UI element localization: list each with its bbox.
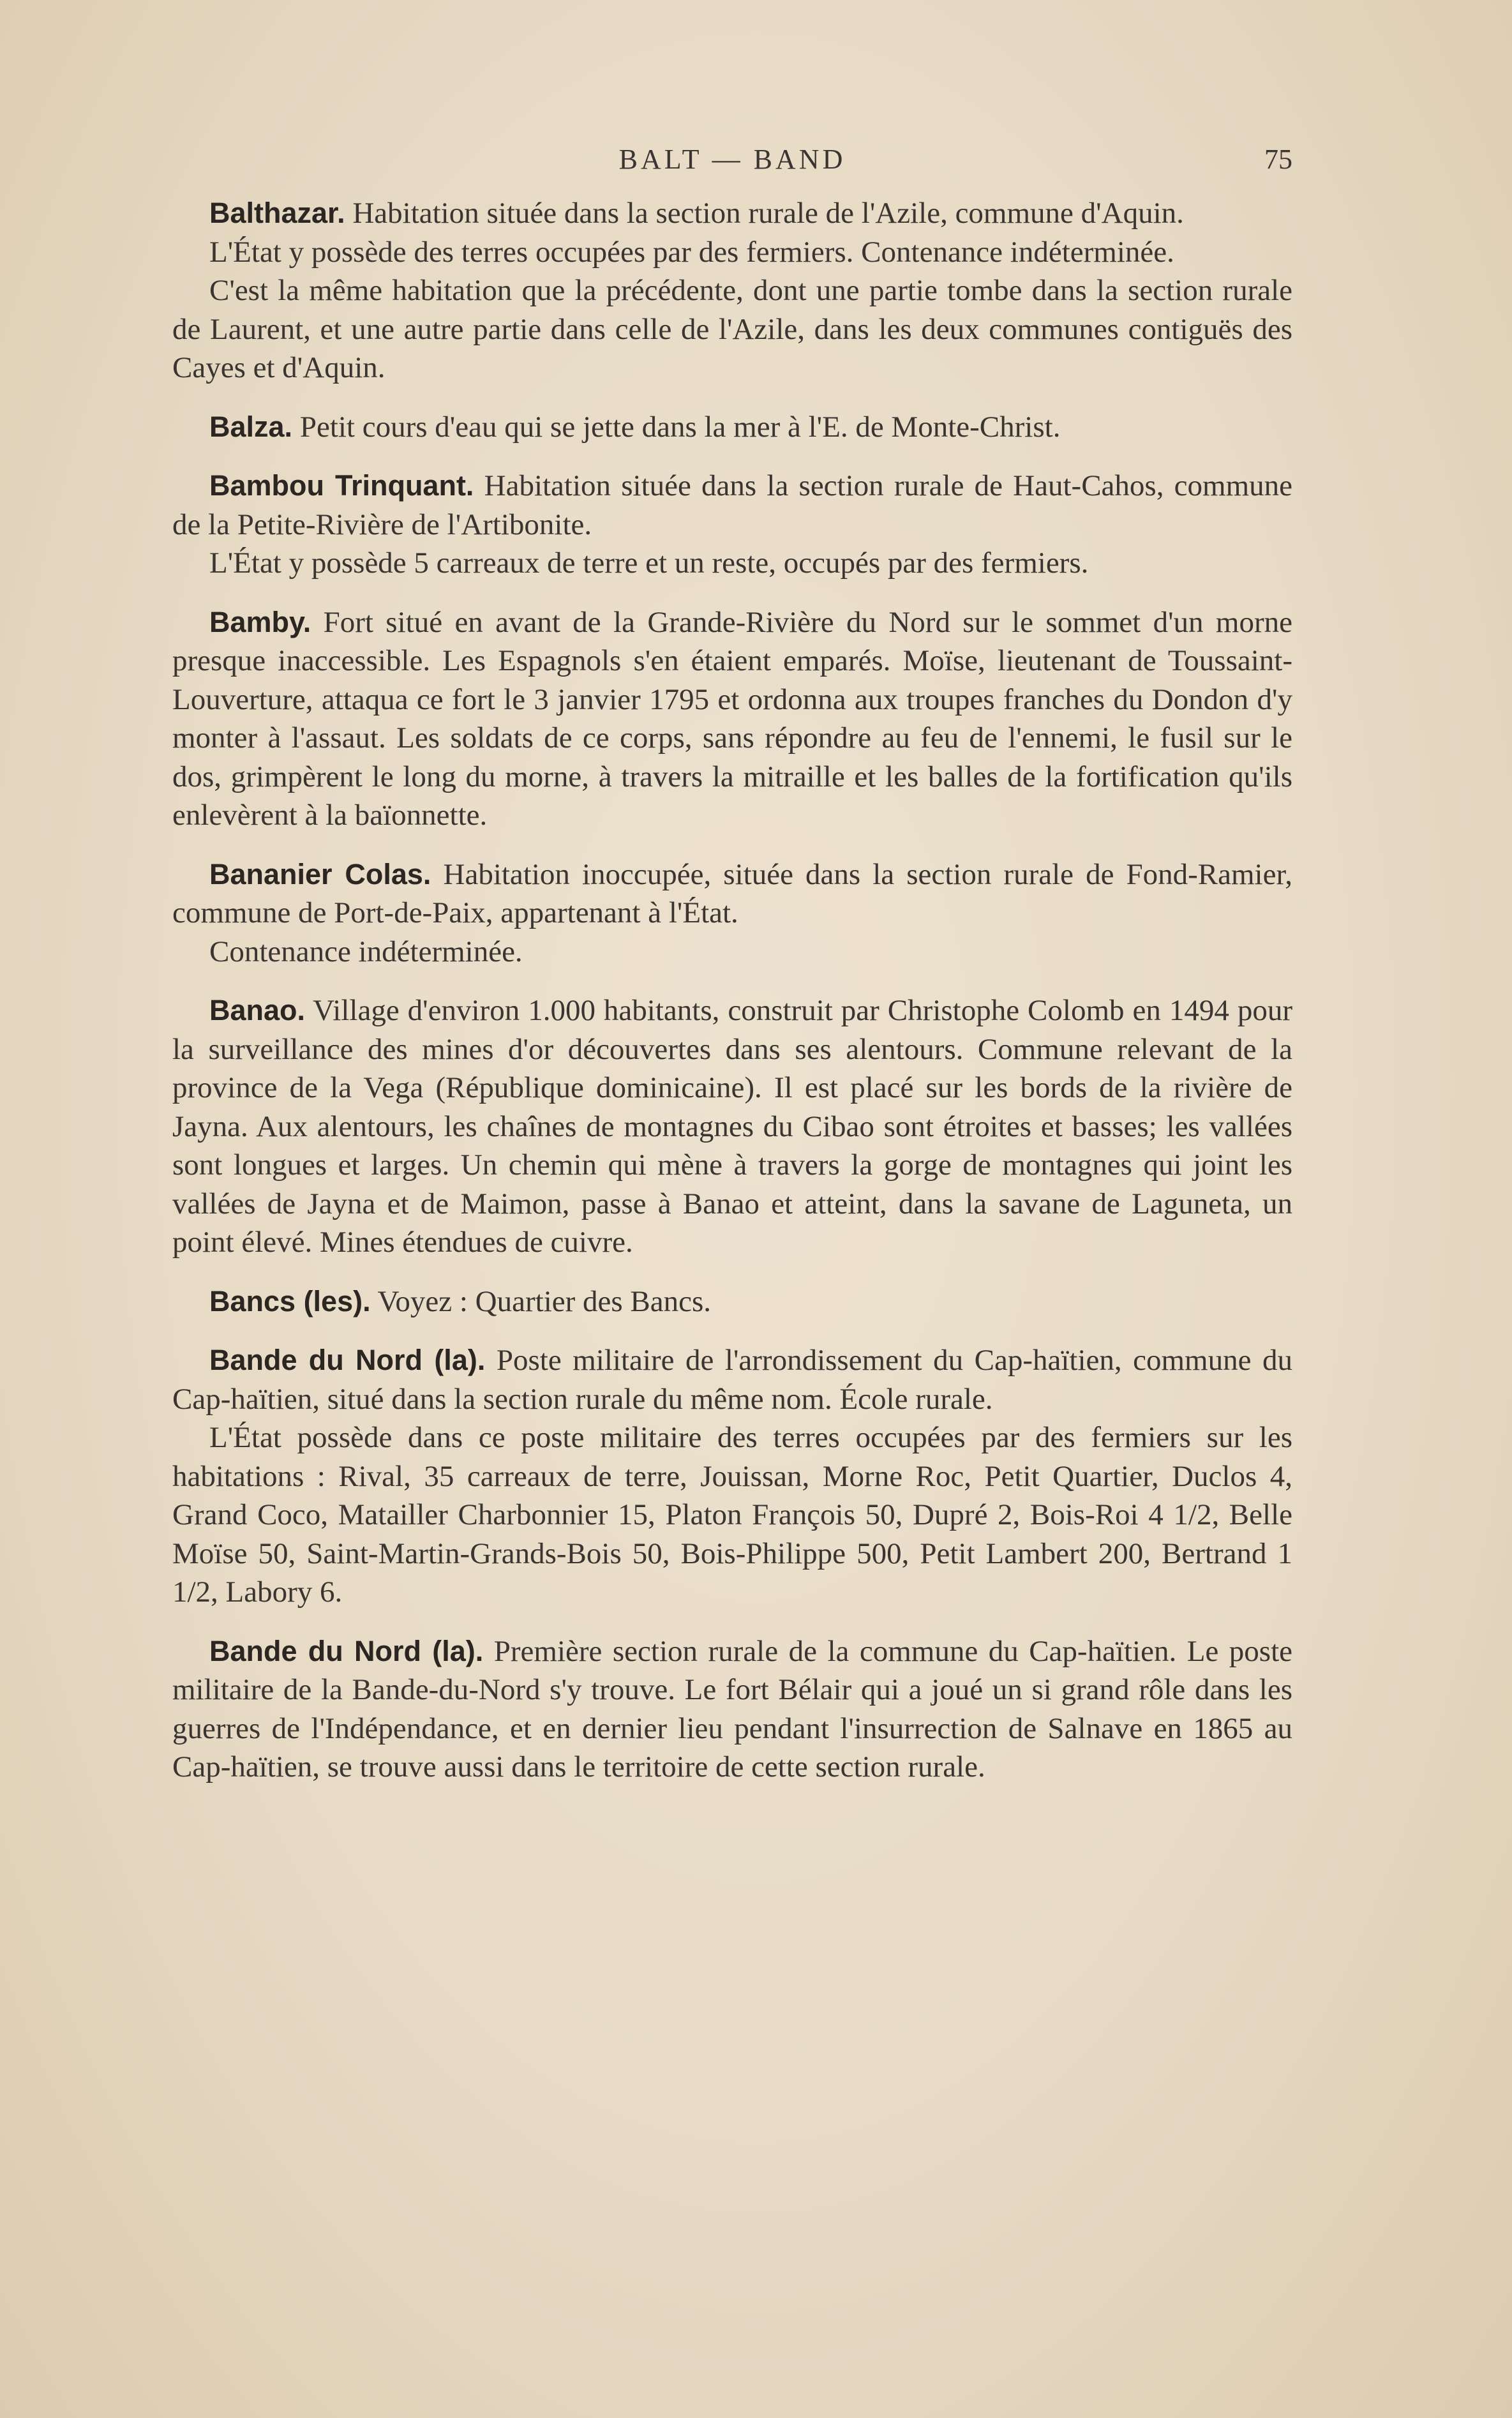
entry-paragraph: L'État possède dans ce poste militaire des terres occupées par des fermiers sur les habitations : Rival, 35 carreaux de terre, Jouissan, Morne Roc, Petit Quartier, Duclos 4, Grand Coco, Matailler Charbonnier 15, Platon François 50, Dupré 2, Bois-Roi 4 1/2, Belle Moïse 50, Saint-Martin-Grands-Bois 50, Bois-Philippe 500, Petit Lambert 200, Bertrand 1 1/2, Labory 6. xyxy=(172,1421,1292,1609)
entry-bambou-trinquant xyxy=(172,467,1292,583)
entry-banao xyxy=(172,991,1292,1262)
entry-bananier-colas xyxy=(172,855,1292,972)
entry-paragraph xyxy=(172,855,1292,933)
entry-headword: Bamby. xyxy=(209,605,311,638)
entry-paragraph xyxy=(172,1341,1292,1418)
entry-paragraph xyxy=(172,1282,1292,1321)
entry-balza xyxy=(172,408,1292,447)
entry-headword: Bande du Nord (la). xyxy=(209,1634,484,1667)
page-number: 75 xyxy=(1264,144,1292,175)
entry-bancs xyxy=(172,1282,1292,1321)
entry-paragraph xyxy=(172,603,1292,835)
entry-headword: Bancs (les). xyxy=(209,1284,371,1318)
entry-headword: Bambou Trinquant. xyxy=(209,469,474,502)
entry-paragraph: Contenance indéterminée. xyxy=(209,935,523,968)
entry-text: Habitation inoccupée, située dans la section rurale de Fond-Ramier, commune de Port-de-Paix, appartenant à l'État. xyxy=(172,857,1292,929)
entry-text: Poste militaire de l'arrondissement du Cap-haïtien, commune du Cap-haïtien, situé dans la section rurale du même nom. École rurale. xyxy=(172,1344,1293,1416)
entry-paragraph xyxy=(172,194,1292,233)
text-column xyxy=(172,140,1292,1807)
entry-headword: Bande du Nord (la). xyxy=(209,1344,486,1376)
entry-paragraph xyxy=(172,467,1292,544)
entry-headword: Banao. xyxy=(209,994,306,1026)
entry-paragraph xyxy=(172,991,1292,1262)
entry-text: Village d'environ 1.000 habitants, construit par Christophe Colomb en 1494 pour la surveillance des mines d'or découvertes dans ses alentours. Commune relevant de la province de la Vega (République dominicaine). Il est placé sur les bords de la rivière de Jayna. Aux alentours, les chaînes de montagnes du Cibao sont étroites et basses; les vallées sont longues et larges. Un chemin qui mène à travers la gorge de montagnes qui joint les vallées de Jayna et de Maimon, passe à Banao et atteint, dans la savane de Laguneta, un point élevé. Mines étendues de cuivre. xyxy=(172,994,1292,1259)
entry-text: Voyez : Quartier des Bancs. xyxy=(377,1284,712,1318)
running-head-title: BALT — BAND xyxy=(618,144,846,175)
entry-bamby xyxy=(172,603,1292,835)
entry-text: Fort situé en avant de la Grande-Rivière du Nord sur le sommet d'un morne presque inaccessible. Les Espagnols s'en étaient emparés. Moïse, lieutenant de Toussaint-Louverture, attaqua ce fort le 3 janvier 1795 et ordonna aux troupes franches du Dondon d'y monter à l'assaut. Les soldats de ce corps, sans répondre au feu de l'ennemi, le fusil sur le dos, grimpèrent le long du morne, à travers la mitraille et les balles de la fortification qu'ils enlevèrent à la baïonnette. xyxy=(172,605,1292,832)
entry-text: Habitation située dans la section rurale de Haut-Cahos, commune de la Petite-Rivière de l'Artibonite. xyxy=(172,469,1292,541)
entry-bande-du-nord-poste xyxy=(172,1341,1292,1612)
entry-paragraph xyxy=(172,408,1292,447)
entry-headword: Balthazar. xyxy=(209,197,345,229)
entry-text: Petit cours d'eau qui se jette dans la mer à l'E. de Monte-Christ. xyxy=(299,410,1061,444)
entry-text: Habitation située dans la section rurale de l'Azile, commune d'Aquin. xyxy=(352,197,1184,230)
entry-headword: Balza. xyxy=(209,410,293,443)
entry-paragraph: L'État y possède des terres occupées par des fermiers. Contenance indéterminée. xyxy=(209,235,1174,269)
entry-paragraph xyxy=(172,1632,1292,1787)
entry-bande-du-nord-section xyxy=(172,1632,1292,1787)
running-head xyxy=(172,140,1292,185)
entry-paragraph: L'État y possède 5 carreaux de terre et un reste, occupés par des fermiers. xyxy=(209,546,1089,580)
entry-headword: Bananier Colas. xyxy=(209,857,431,890)
entry-balthazar xyxy=(172,194,1292,387)
entry-text: Première section rurale de la commune du Cap-haïtien. Le poste militaire de la Bande-du-Nord s'y trouve. Le fort Bélair qui a joué un si grand rôle dans les guerres de l'Indépendance, et en dernier lieu pendant l'insurrection de Salnave en 1865 au Cap-haïtien, se trouve aussi dans le territoire de cette section rurale. xyxy=(172,1634,1292,1783)
entry-paragraph: C'est la même habitation que la précédente, dont une partie tombe dans la section rurale de Laurent, et une autre partie dans celle de l'Azile, dans les deux communes contiguës des Cayes et d'Aquin. xyxy=(172,274,1292,384)
